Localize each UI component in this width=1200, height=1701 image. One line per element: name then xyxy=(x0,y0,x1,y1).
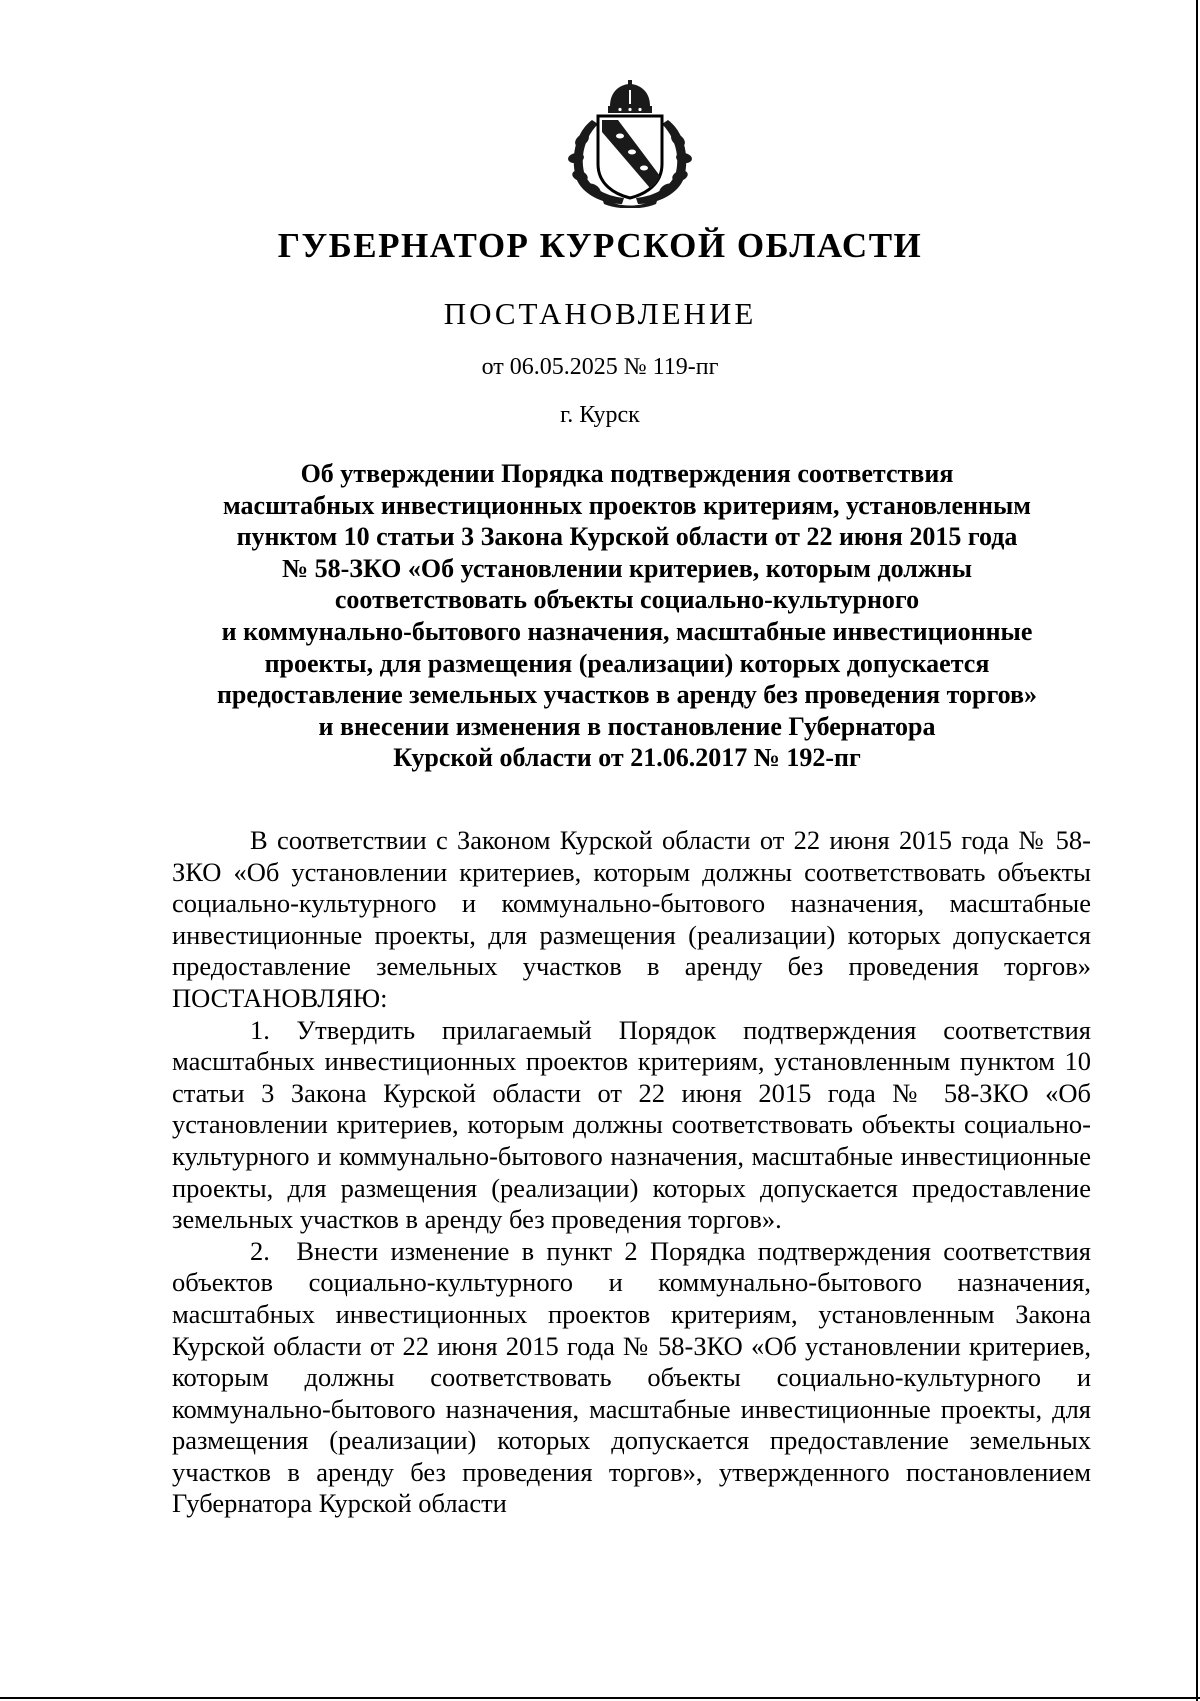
document-title xyxy=(172,458,1082,774)
title-line: проекты, для размещения (реализации) которых допускается xyxy=(264,648,990,678)
title-line: масштабных инвестиционных проектов критериям, установленным xyxy=(223,490,1031,520)
document-type: ПОСТАНОВЛЕНИЕ xyxy=(443,296,757,331)
title-line: пунктом 10 статьи 3 Закона Курской области от 22 июня 2015 года xyxy=(236,522,1018,552)
document-number-date: от 06.05.2025 № 119-пг xyxy=(481,354,719,380)
scan-edge-bottom xyxy=(0,1697,1200,1699)
title-line: Об утверждении Порядка подтверждения соответствия xyxy=(300,459,954,488)
title-line: соответствовать объекты социально-культурного xyxy=(334,585,920,615)
document-place: г. Курск xyxy=(560,402,640,428)
title-line: Курской области от 21.06.2017 № 192-пг xyxy=(393,743,861,773)
preamble-paragraph: В соответствии с Законом Курской области от 22 июня 2015 года № 58-ЗКО «Об установлении критериев, которым должны соответствовать объекты социально-культурного и коммунально-бытового назначения, масштабные инвестиционные проекты, для размещения (реализации) которых допускается предоставление земельных участков в аренду без проведения торгов» ПОСТАНОВЛЯЮ: xyxy=(172,825,1091,1013)
authority-title: ГУБЕРНАТОР КУРСКОЙ ОБЛАСТИ xyxy=(277,226,923,265)
kursk-coat-of-arms-icon xyxy=(562,80,698,208)
item-1-paragraph: 1. Утвердить прилагаемый Порядок подтверждения соответствия масштабных инвестиционных проектов критериям, установленным пунктом 10 статьи 3 Закона Курской области от 22 июня 2015 года № 58-ЗКО «Об установлении критериев, которым должны соответствовать объекты социально-культурного и коммунально-бытового назначения, масштабные инвестиционные проекты, для размещения (реализации) которых допускается предоставление земельных участков в аренду без проведения торгов». xyxy=(172,1014,1091,1235)
title-line: предоставление земельных участков в аренду без проведения торгов» xyxy=(216,680,1038,710)
title-line: № 58-ЗКО «Об установлении критериев, которым должны xyxy=(281,553,973,583)
item-2-paragraph: 2. Внести изменение в пункт 2 Порядка подтверждения соответствия объектов социально-культурного и коммунально-бытового назначения, масштабных инвестиционных проектов критериям, установленным Закона Курской области от 22 июня 2015 года № 58-ЗКО «Об установлении критериев, которым должны соответствовать объекты социально-культурного и коммунально-бытового назначения, масштабные инвестиционные проекты, для размещения (реализации) которых допускается предоставление земельных участков в аренду без проведения торгов», утвержденного постановлением Губернатора Курской области xyxy=(172,1235,1091,1519)
title-line: и внесении изменения в постановление Губернатора xyxy=(318,711,936,741)
document-body xyxy=(172,825,1091,1520)
title-line: и коммунально-бытового назначения, масштабные инвестиционные xyxy=(221,616,1033,646)
